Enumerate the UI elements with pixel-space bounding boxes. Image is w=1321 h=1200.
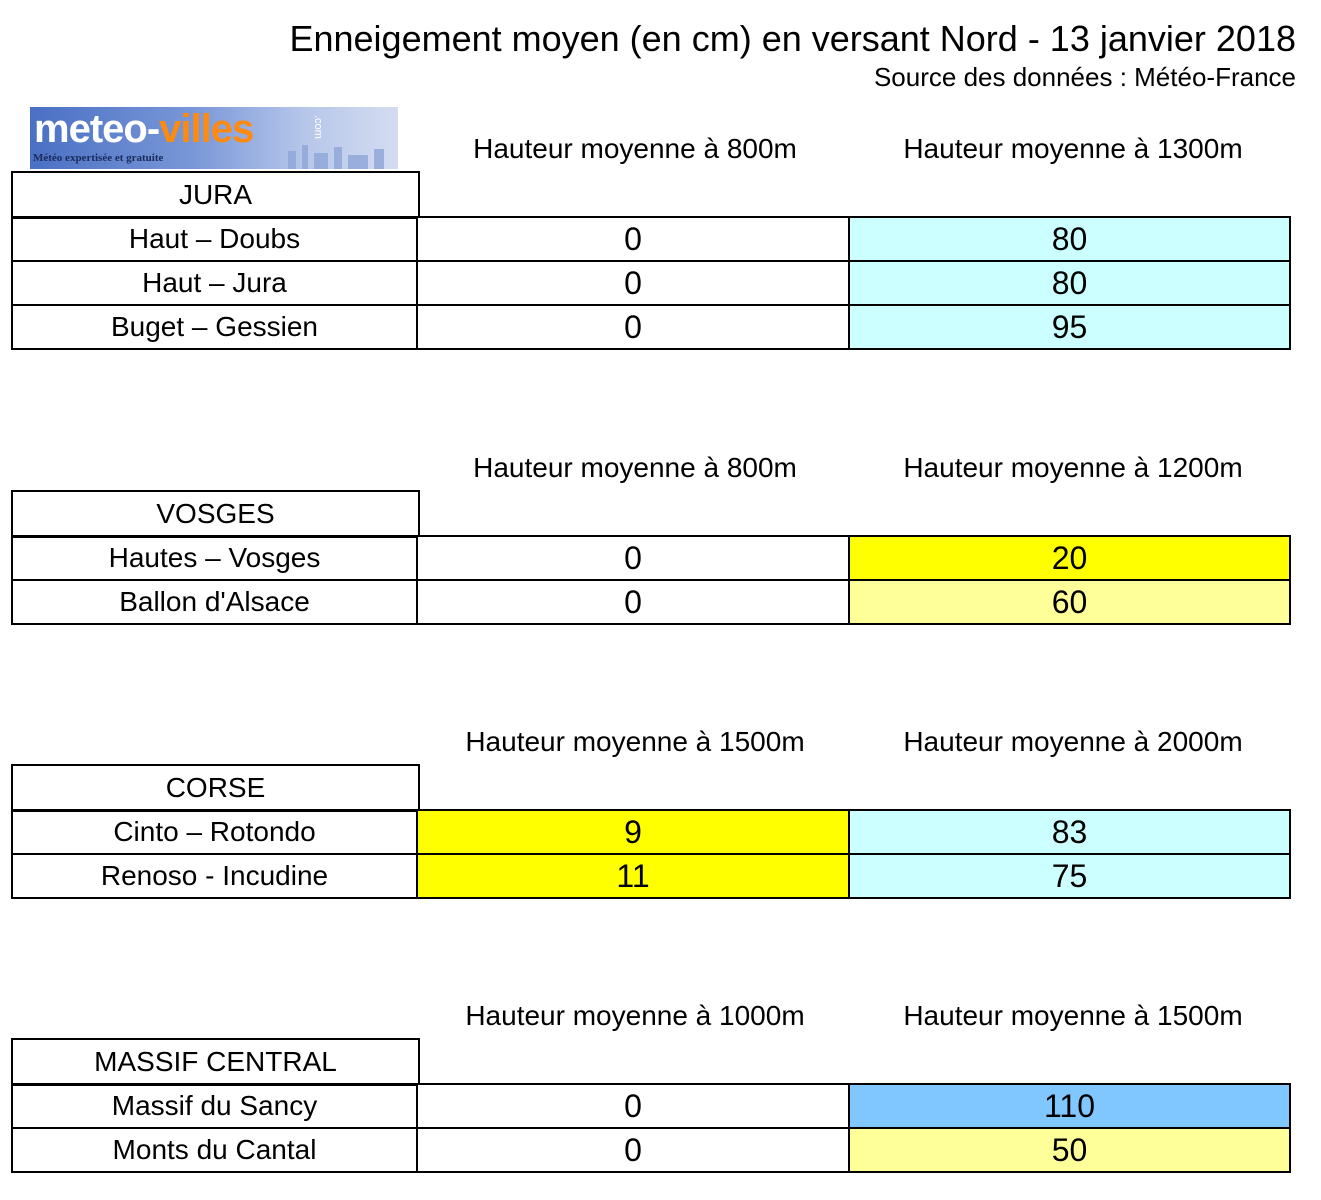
column-header: Hauteur moyenne à 1300m: [903, 133, 1243, 164]
row-name: Haut – Jura: [12, 261, 417, 305]
column-header: Hauteur moyenne à 800m: [473, 452, 797, 483]
value-cell: 9: [417, 810, 849, 854]
row-name: Buget – Gessien: [12, 305, 417, 349]
column-header: Hauteur moyenne à 2000m: [903, 726, 1243, 757]
logo-tagline: Météo expertisée et gratuite: [33, 152, 164, 164]
row-name: Haut – Doubs: [12, 217, 417, 261]
value-cell: 50: [849, 1128, 1290, 1172]
row-name: Massif du Sancy: [12, 1084, 417, 1128]
page-title: Enneigement moyen (en cm) en versant Nord - 13 janvier 2018: [289, 18, 1296, 59]
value-cell: 0: [417, 305, 849, 349]
skyline-icon: [278, 139, 398, 169]
value-cell: 11: [417, 854, 849, 898]
row-name: Renoso - Incudine: [12, 854, 417, 898]
value-cell: 80: [849, 261, 1290, 305]
value-cell: 0: [417, 1128, 849, 1172]
table-row: [12, 217, 1290, 261]
column-header: Hauteur moyenne à 1500m: [903, 1000, 1243, 1031]
logo-brand-accent: villes: [159, 107, 254, 151]
table-row: [12, 1084, 1290, 1128]
column-header: Hauteur moyenne à 1200m: [903, 452, 1243, 483]
data-table: [11, 809, 1291, 899]
row-name: Monts du Cantal: [12, 1128, 417, 1172]
value-cell: 80: [849, 217, 1290, 261]
value-cell: 60: [849, 580, 1290, 624]
row-name: Ballon d'Alsace: [12, 580, 417, 624]
data-source: Source des données : Météo-France: [873, 62, 1296, 92]
region-label: JURA: [11, 171, 420, 219]
value-cell: 0: [417, 1084, 849, 1128]
value-cell: 95: [849, 305, 1290, 349]
region-label: MASSIF CENTRAL: [11, 1038, 420, 1086]
table-row: [12, 536, 1290, 580]
value-cell: 83: [849, 810, 1290, 854]
value-cell: 20: [849, 536, 1290, 580]
column-header: Hauteur moyenne à 1000m: [465, 1000, 805, 1031]
table-row: [12, 1128, 1290, 1172]
region-label: VOSGES: [11, 490, 420, 538]
data-table: [11, 216, 1291, 350]
table-row: [12, 261, 1290, 305]
meteo-villes-logo[interactable]: [30, 107, 398, 169]
table-row: [12, 810, 1290, 854]
value-cell: 0: [417, 580, 849, 624]
logo-brand-suffix: .com: [312, 115, 324, 139]
logo-brand-main: meteo-: [34, 107, 160, 151]
data-table: [11, 1083, 1291, 1173]
value-cell: 0: [417, 261, 849, 305]
table-row: [12, 580, 1290, 624]
region-label: CORSE: [11, 764, 420, 812]
table-row: [12, 305, 1290, 349]
value-cell: 75: [849, 854, 1290, 898]
row-name: Hautes – Vosges: [12, 536, 417, 580]
column-header: Hauteur moyenne à 1500m: [465, 726, 805, 757]
row-name: Cinto – Rotondo: [12, 810, 417, 854]
data-table: [11, 535, 1291, 625]
table-row: [12, 854, 1290, 898]
value-cell: 0: [417, 536, 849, 580]
logo-wordmark: [34, 107, 253, 152]
value-cell: 0: [417, 217, 849, 261]
value-cell: 110: [849, 1084, 1290, 1128]
column-header: Hauteur moyenne à 800m: [473, 133, 797, 164]
